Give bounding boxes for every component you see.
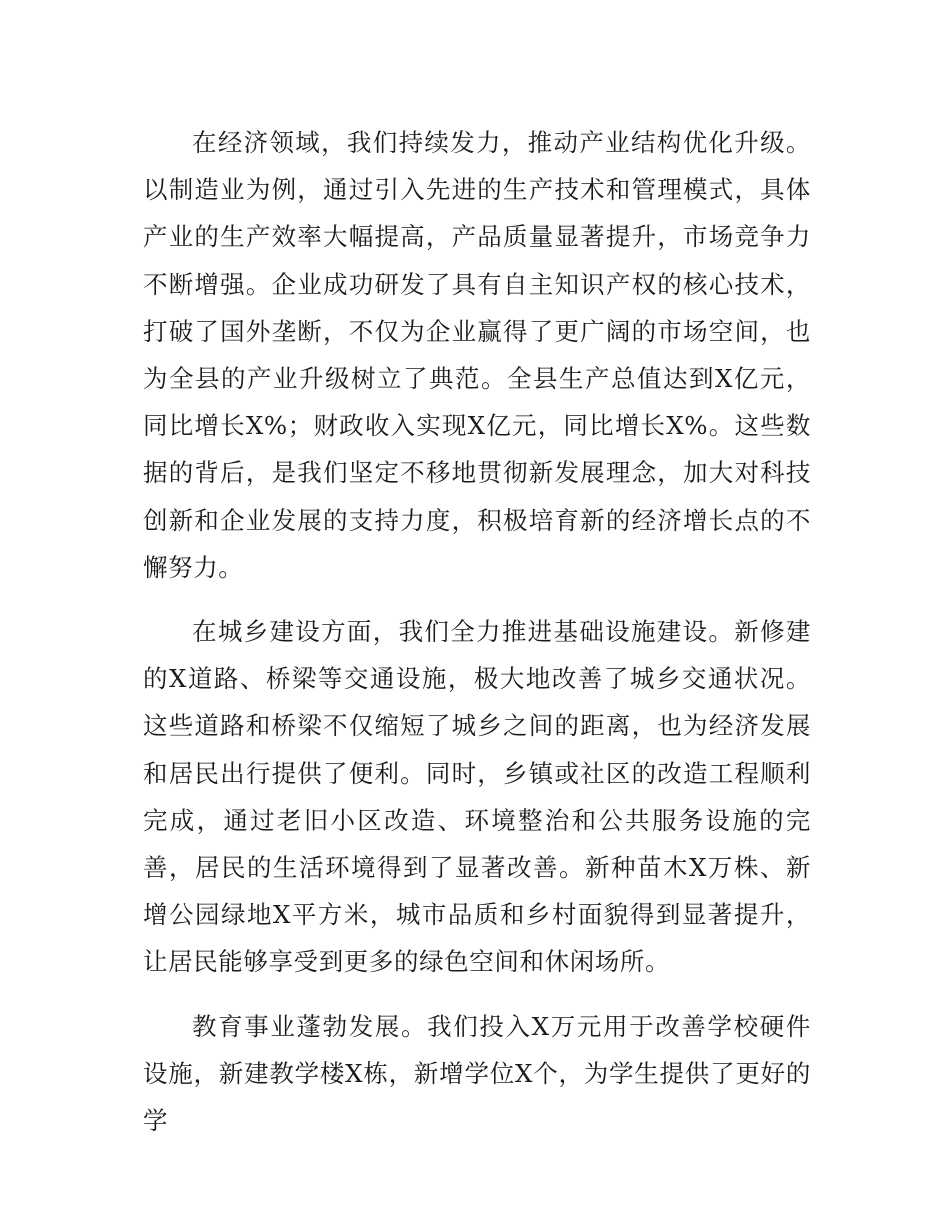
paragraph-education: 教育事业蓬勃发展。我们投入X万元用于改善学校硬件设施，新建教学楼X栋，新增学位X个，为学生提供了更好的学: [143, 1011, 811, 1136]
paragraph-economy: 在经济领域，我们持续发力，推动产业结构优化升级。以制造业为例，通过引入先进的生产技术和管理模式，具体产业的生产效率大幅提高，产品质量显著提升，市场竞争力不断增强。企业成功研发了具有自主知识产权的核心技术，打破了国外垄断，不仅为企业赢得了更广阔的市场空间，也为全县的产业升级树立了典范。全县生产总值达到X亿元，同比增长X%；财政收入实现X亿元，同比增长X%。这些数据的背后，是我们坚定不移地贯彻新发展理念，加大对科技创新和企业发展的支持力度，积极培育新的经济增长点的不懈努力。: [143, 128, 811, 582]
document-body: [143, 119, 811, 1161]
paragraph-urban-rural-construction: 在城乡建设方面，我们全力推进基础设施建设。新修建的X道路、桥梁等交通设施，极大地改善了城乡交通状况。这些道路和桥梁不仅缩短了城乡之间的距离，也为经济发展和居民出行提供了便利。同时，乡镇或社区的改造工程顺利完成，通过老旧小区改造、环境整治和公共服务设施的完善，居民的生活环境得到了显著改善。新种苗木X万株、新增公园绿地X平方米，城市品质和乡村面貌得到显著提升，让居民能够享受到更多的绿色空间和休闲场所。: [143, 617, 811, 977]
